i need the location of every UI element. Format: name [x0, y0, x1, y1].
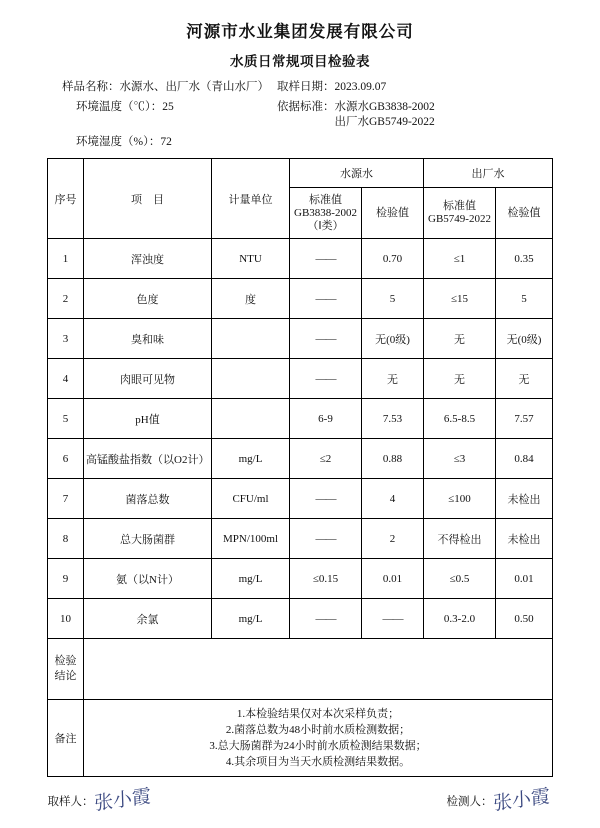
cell-val-source: 7.53	[362, 399, 424, 439]
remark-line-3: 3.总大肠菌群为24小时前水质检测结果数据；	[209, 740, 427, 752]
header-std-source-l3: （Ⅰ类）	[307, 219, 344, 232]
cell-val-plant: 0.35	[496, 239, 553, 279]
cell-std-source: 6-9	[290, 399, 362, 439]
remark-row	[48, 700, 553, 777]
remark-content	[84, 700, 553, 777]
standard-label: 依据标准：	[277, 101, 335, 113]
header-group-plant-water: 出厂水	[424, 159, 553, 188]
cell-seq: 3	[48, 319, 84, 359]
cell-item: 菌落总数	[84, 479, 212, 519]
cell-std-source: ——	[290, 239, 362, 279]
cell-unit: mg/L	[212, 559, 290, 599]
table-row	[48, 519, 553, 559]
cell-unit: NTU	[212, 239, 290, 279]
cell-seq: 10	[48, 599, 84, 639]
conclusion-row	[48, 639, 553, 700]
cell-std-source: ≤0.15	[290, 559, 362, 599]
cell-std-source: ——	[290, 319, 362, 359]
tester-field	[446, 785, 550, 816]
cell-seq: 9	[48, 559, 84, 599]
humidity-field	[62, 135, 277, 150]
cell-val-plant: 7.57	[496, 399, 553, 439]
sampling-date-label: 取样日期：	[277, 81, 335, 93]
header-std-source-l2: GB3838-2002	[294, 206, 357, 219]
cell-val-plant: 无	[496, 359, 553, 399]
cell-val-source: 0.70	[362, 239, 424, 279]
table-row	[48, 279, 553, 319]
cell-seq: 2	[48, 279, 84, 319]
cell-val-source: ——	[362, 599, 424, 639]
header-val-source: 检验值	[362, 188, 424, 239]
conclusion-label-l2: 结论	[54, 670, 77, 682]
table-row	[48, 559, 553, 599]
cell-std-plant: ≤0.5	[424, 559, 496, 599]
report-meta	[0, 80, 600, 150]
humidity-label: 环境湿度（%）：	[76, 136, 161, 148]
temperature-label: 环境温度（℃）：	[76, 101, 163, 113]
remark-label: 备注	[48, 700, 84, 777]
cell-val-source: 0.88	[362, 439, 424, 479]
header-std-plant	[424, 188, 496, 239]
cell-val-source: 2	[362, 519, 424, 559]
header-std-plant-l2: GB5749-2022	[428, 213, 491, 225]
cell-unit	[212, 359, 290, 399]
cell-seq: 6	[48, 439, 84, 479]
cell-val-plant: 无(0级)	[496, 319, 553, 359]
cell-val-source: 4	[362, 479, 424, 519]
cell-val-plant: 0.50	[496, 599, 553, 639]
conclusion-label-l1: 检验	[54, 655, 77, 667]
meta-row-humidity	[62, 135, 570, 150]
cell-seq: 5	[48, 399, 84, 439]
cell-unit: mg/L	[212, 599, 290, 639]
cell-unit: 度	[212, 279, 290, 319]
tester-label: 检测人：	[446, 796, 493, 808]
cell-std-plant: 无	[424, 359, 496, 399]
header-std-source-l1: 标准值	[309, 193, 342, 206]
cell-val-plant: 未检出	[496, 519, 553, 559]
table-row	[48, 479, 553, 519]
cell-std-source: ——	[290, 279, 362, 319]
cell-unit: MPN/100ml	[212, 519, 290, 559]
sampling-date-field	[277, 80, 386, 95]
cell-std-source: ——	[290, 359, 362, 399]
company-title: 河源市水业集团发展有限公司	[186, 22, 414, 41]
report-title: 水质日常规项目检验表	[230, 54, 370, 69]
cell-item: pH值	[84, 399, 212, 439]
temperature-value: 25	[162, 101, 174, 113]
cell-std-source: ≤2	[290, 439, 362, 479]
table-row	[48, 599, 553, 639]
cell-unit	[212, 319, 290, 359]
header-std-plant-l1: 标准值	[443, 200, 476, 212]
standard-field	[277, 100, 435, 130]
cell-item: 肉眼可见物	[84, 359, 212, 399]
table-row	[48, 439, 553, 479]
header-val-plant: 检验值	[496, 188, 553, 239]
sampling-date-value: 2023.09.07	[334, 81, 387, 93]
table-header-group-row	[48, 159, 553, 188]
conclusion-label	[48, 639, 84, 700]
cell-std-source: ——	[290, 599, 362, 639]
cell-std-plant: 6.5-8.5	[424, 399, 496, 439]
standard-value-source: 水源水GB3838-2002	[334, 101, 435, 113]
sample-name-label: 样品名称：	[62, 81, 120, 93]
cell-std-plant: 0.3-2.0	[424, 599, 496, 639]
table-row	[48, 399, 553, 439]
humidity-value: 72	[160, 136, 172, 148]
sampler-field	[47, 785, 151, 816]
cell-item: 浑浊度	[84, 239, 212, 279]
cell-item: 氨（以N计）	[84, 559, 212, 599]
header-item: 项 目	[84, 159, 212, 239]
cell-std-source: ——	[290, 519, 362, 559]
remark-line-2: 2.菌落总数为48小时前水质检测数据；	[225, 724, 411, 736]
cell-std-plant: 不得检出	[424, 519, 496, 559]
signature-footer	[47, 785, 553, 816]
remark-line-1: 1.本检验结果仅对本次采样负责；	[236, 708, 400, 720]
temperature-field	[62, 100, 277, 115]
table-row	[48, 359, 553, 399]
cell-val-source: 5	[362, 279, 424, 319]
remark-line-4: 4.其余项目为当天水质检测结果数据。	[225, 756, 411, 768]
sample-name-field	[62, 80, 277, 95]
cell-std-plant: 无	[424, 319, 496, 359]
cell-unit: CFU/ml	[212, 479, 290, 519]
cell-val-source: 0.01	[362, 559, 424, 599]
header-std-source	[290, 188, 362, 239]
cell-item: 色度	[84, 279, 212, 319]
cell-std-plant: ≤3	[424, 439, 496, 479]
cell-seq: 4	[48, 359, 84, 399]
sample-name-value: 水源水、出厂水（青山水厂）	[119, 81, 269, 93]
conclusion-value	[84, 639, 553, 700]
water-quality-table	[47, 158, 553, 777]
cell-std-plant: ≤15	[424, 279, 496, 319]
cell-std-plant: ≤100	[424, 479, 496, 519]
tester-signature: 张小霞	[492, 785, 550, 816]
cell-val-plant: 未检出	[496, 479, 553, 519]
cell-seq: 8	[48, 519, 84, 559]
cell-item: 臭和味	[84, 319, 212, 359]
cell-seq: 1	[48, 239, 84, 279]
meta-row-temperature	[62, 100, 570, 130]
cell-unit: mg/L	[212, 439, 290, 479]
cell-std-plant: ≤1	[424, 239, 496, 279]
cell-val-plant: 0.01	[496, 559, 553, 599]
standard-value-plant: 出厂水GB5749-2022	[334, 116, 435, 128]
cell-val-source: 无(0级)	[362, 319, 424, 359]
header-unit: 计量单位	[212, 159, 290, 239]
sampler-signature: 张小霞	[93, 785, 151, 816]
cell-seq: 7	[48, 479, 84, 519]
header-group-source-water: 水源水	[290, 159, 424, 188]
sampler-label: 取样人：	[47, 796, 94, 808]
meta-row-sample	[62, 80, 570, 95]
report-page	[0, 18, 600, 828]
cell-item: 余氯	[84, 599, 212, 639]
table-row	[48, 319, 553, 359]
cell-val-plant: 0.84	[496, 439, 553, 479]
cell-item: 高锰酸盐指数（以O2计）	[84, 439, 212, 479]
table-row	[48, 239, 553, 279]
header-seq: 序号	[48, 159, 84, 239]
cell-std-source: ——	[290, 479, 362, 519]
cell-val-plant: 5	[496, 279, 553, 319]
cell-val-source: 无	[362, 359, 424, 399]
cell-item: 总大肠菌群	[84, 519, 212, 559]
cell-unit	[212, 399, 290, 439]
